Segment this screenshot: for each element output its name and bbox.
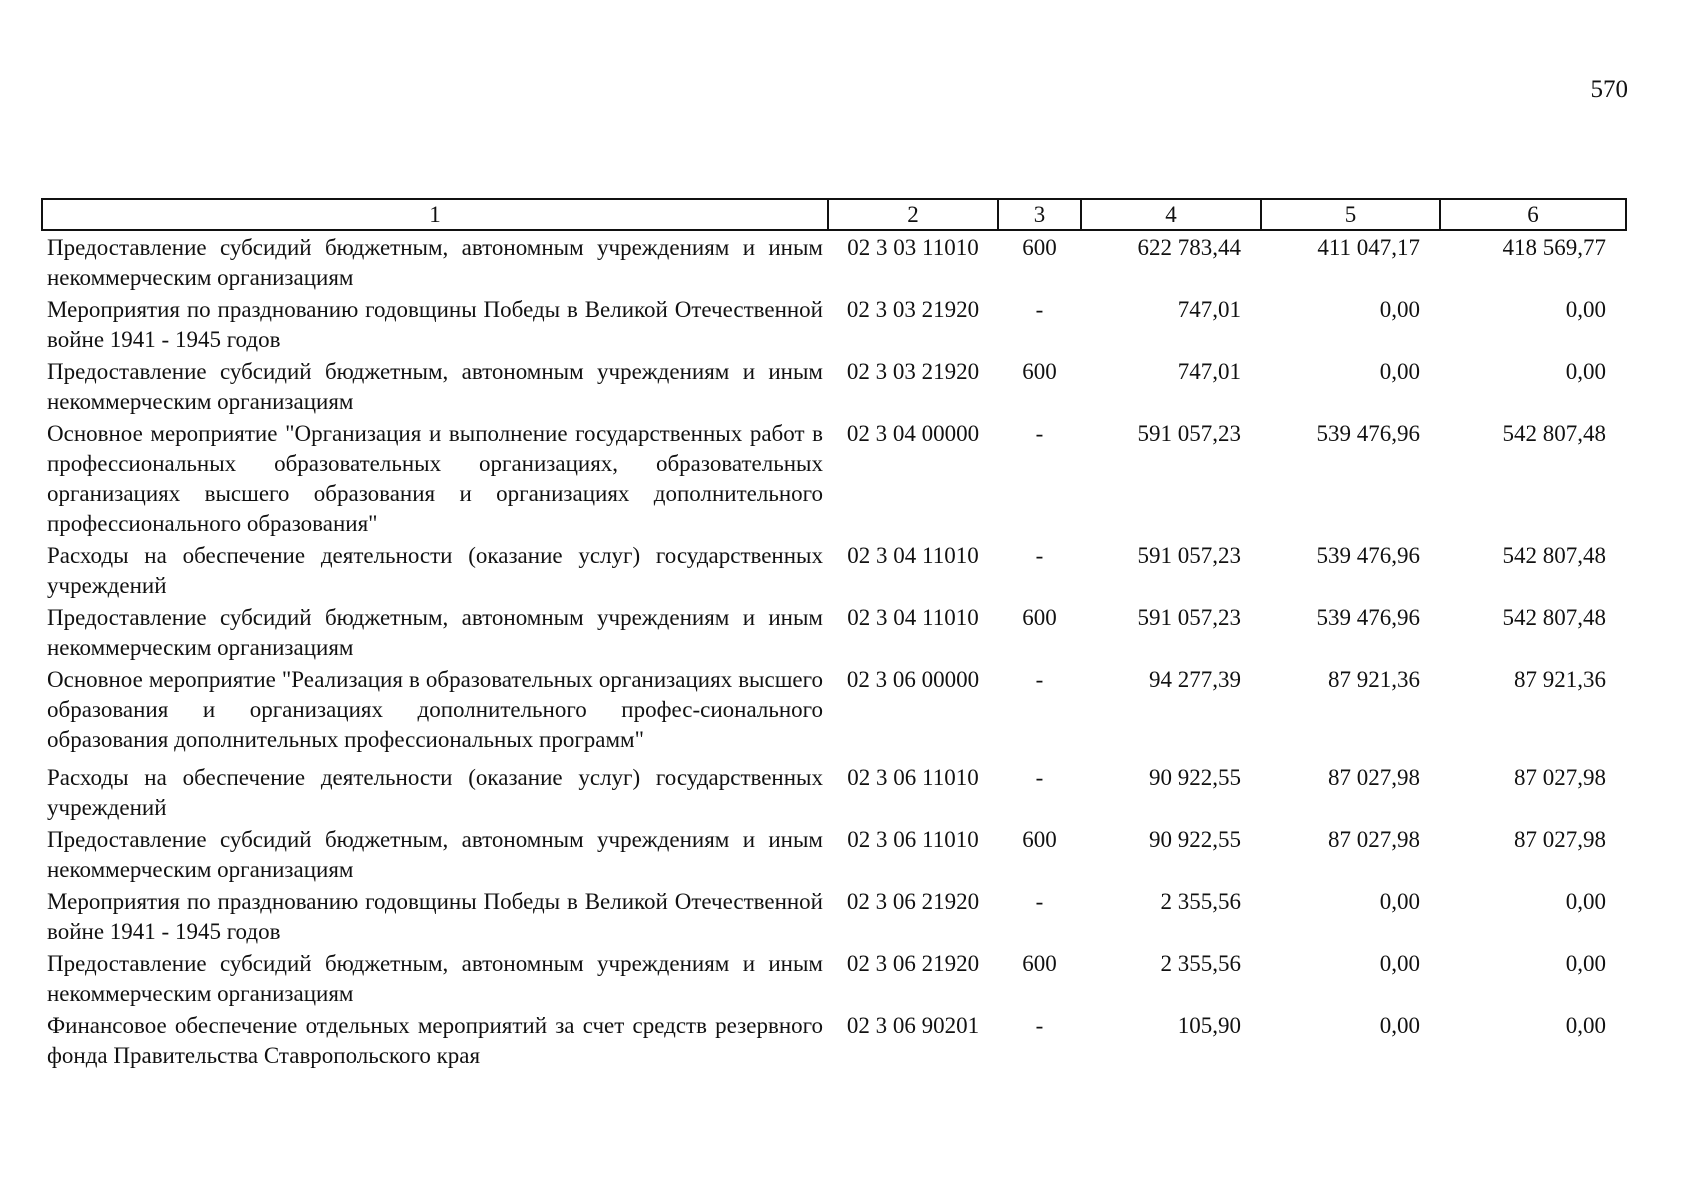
row-name: Предоставление субсидий бюджетным, автономным учреждениям и иным некоммерческим организациям <box>47 951 823 1006</box>
row-value-col4: 94 277,39 <box>1149 667 1241 692</box>
row-code: 02 3 04 11010 <box>847 543 979 568</box>
row-value-col6: 87 027,98 <box>1514 827 1606 852</box>
row-code: 02 3 06 21920 <box>846 889 980 914</box>
column-header-4: 4 <box>1081 199 1261 230</box>
table-row <box>42 663 1626 755</box>
page-number: 570 <box>1590 76 1628 103</box>
row-expense-type: - <box>1035 667 1044 692</box>
row-value-col6: 542 807,48 <box>1502 543 1606 568</box>
row-value-col5: 0,00 <box>1379 1013 1420 1038</box>
row-code: 02 3 04 00000 <box>846 421 980 446</box>
row-value-col4: 591 057,23 <box>1137 543 1241 568</box>
row-value-col6: 542 807,48 <box>1502 605 1606 630</box>
table-row <box>42 885 1626 947</box>
row-name: Основное мероприятие "Реализация в образовательных организациях высшего образования и организациях дополнительного профес-сионального образования дополнительных профессиональных программ" <box>47 667 823 752</box>
header-row <box>42 199 1626 230</box>
row-name: Основное мероприятие "Организация и выполнение государственных работ в профессиональных образовательных организациях, образовательных организациях высшего образования и организациях дополнительного профессионального образования" <box>47 421 823 536</box>
row-expense-type: - <box>1035 889 1044 914</box>
table-row <box>42 355 1626 417</box>
row-name: Расходы на обеспечение деятельности (оказание услуг) государственных учреждений <box>47 543 823 598</box>
table-header <box>42 199 1626 230</box>
row-value-col5: 0,00 <box>1379 951 1420 976</box>
row-expense-type: - <box>1035 297 1044 322</box>
row-value-col4: 90 922,55 <box>1149 827 1241 852</box>
column-header-1: 1 <box>42 199 828 230</box>
row-code: 02 3 06 11010 <box>847 827 979 852</box>
row-value-col6: 87 921,36 <box>1514 667 1606 692</box>
row-expense-type: - <box>1035 421 1044 446</box>
row-expense-type: 600 <box>1022 605 1057 630</box>
row-code: 02 3 03 11010 <box>847 235 979 260</box>
row-value-col6: 0,00 <box>1565 1013 1606 1038</box>
row-value-col4: 2 355,56 <box>1160 951 1241 976</box>
column-header-6: 6 <box>1440 199 1626 230</box>
row-value-col6: 0,00 <box>1565 297 1606 322</box>
table-row <box>42 1009 1626 1071</box>
row-name: Мероприятия по празднованию годовщины Победы в Великой Отечественной войне 1941 - 1945 годов <box>47 297 823 352</box>
row-name: Предоставление субсидий бюджетным, автономным учреждениям и иным некоммерческим организациям <box>47 235 823 290</box>
row-value-col6: 0,00 <box>1565 951 1606 976</box>
table-row <box>42 539 1626 601</box>
row-code: 02 3 06 90201 <box>846 1013 980 1038</box>
column-header-3: 3 <box>998 199 1081 230</box>
row-value-col5: 0,00 <box>1379 359 1420 384</box>
row-code: 02 3 03 21920 <box>846 359 980 384</box>
row-expense-type: 600 <box>1022 235 1057 260</box>
row-value-col4: 622 783,44 <box>1137 235 1241 260</box>
column-header-2: 2 <box>828 199 998 230</box>
row-expense-type: - <box>1035 543 1044 568</box>
row-code: 02 3 04 11010 <box>847 605 979 630</box>
row-value-col5: 411 047,17 <box>1317 235 1420 260</box>
table-row <box>42 417 1626 539</box>
row-code: 02 3 06 11010 <box>847 765 979 790</box>
row-value-col5: 0,00 <box>1379 889 1420 914</box>
table-body <box>42 230 1626 1071</box>
row-name: Мероприятия по празднованию годовщины Победы в Великой Отечественной войне 1941 - 1945 годов <box>47 889 823 944</box>
table-row <box>42 601 1626 663</box>
row-name: Расходы на обеспечение деятельности (оказание услуг) государственных учреждений <box>47 765 823 820</box>
row-code: 02 3 06 21920 <box>846 951 980 976</box>
row-value-col4: 747,01 <box>1177 359 1241 384</box>
row-code: 02 3 03 21920 <box>846 297 980 322</box>
table-row <box>42 823 1626 885</box>
row-value-col5: 87 921,36 <box>1328 667 1420 692</box>
row-value-col6: 418 569,77 <box>1502 235 1606 260</box>
row-value-col5: 0,00 <box>1379 297 1420 322</box>
row-value-col6: 87 027,98 <box>1514 765 1606 790</box>
row-value-col5: 539 476,96 <box>1316 605 1420 630</box>
row-name: Предоставление субсидий бюджетным, автономным учреждениям и иным некоммерческим организациям <box>47 605 823 660</box>
table-row <box>42 947 1626 1009</box>
row-value-col5: 87 027,98 <box>1328 827 1420 852</box>
row-value-col4: 591 057,23 <box>1137 421 1241 446</box>
row-expense-type: - <box>1035 1013 1044 1038</box>
row-value-col4: 105,90 <box>1177 1013 1241 1038</box>
column-header-5: 5 <box>1261 199 1440 230</box>
row-expense-type: 600 <box>1022 827 1057 852</box>
row-value-col6: 542 807,48 <box>1502 421 1606 446</box>
table-row <box>42 230 1626 293</box>
row-expense-type: 600 <box>1022 359 1057 384</box>
row-value-col6: 0,00 <box>1565 359 1606 384</box>
row-name: Предоставление субсидий бюджетным, автономным учреждениям и иным некоммерческим организациям <box>47 827 823 882</box>
row-expense-type: 600 <box>1022 951 1057 976</box>
row-value-col5: 539 476,96 <box>1316 543 1420 568</box>
budget-table <box>41 198 1627 1071</box>
row-value-col5: 87 027,98 <box>1328 765 1420 790</box>
row-expense-type: - <box>1035 765 1044 790</box>
row-value-col4: 90 922,55 <box>1149 765 1241 790</box>
row-name: Предоставление субсидий бюджетным, автономным учреждениям и иным некоммерческим организациям <box>47 359 823 414</box>
row-code: 02 3 06 00000 <box>846 667 980 692</box>
row-value-col4: 2 355,56 <box>1160 889 1241 914</box>
row-value-col4: 747,01 <box>1177 297 1241 322</box>
row-value-col4: 591 057,23 <box>1137 605 1241 630</box>
row-value-col5: 539 476,96 <box>1316 421 1420 446</box>
table-row <box>42 755 1626 823</box>
row-name: Финансовое обеспечение отдельных мероприятий за счет средств резервного фонда Правительства Ставропольского края <box>47 1013 823 1068</box>
row-value-col6: 0,00 <box>1565 889 1606 914</box>
table-row <box>42 293 1626 355</box>
